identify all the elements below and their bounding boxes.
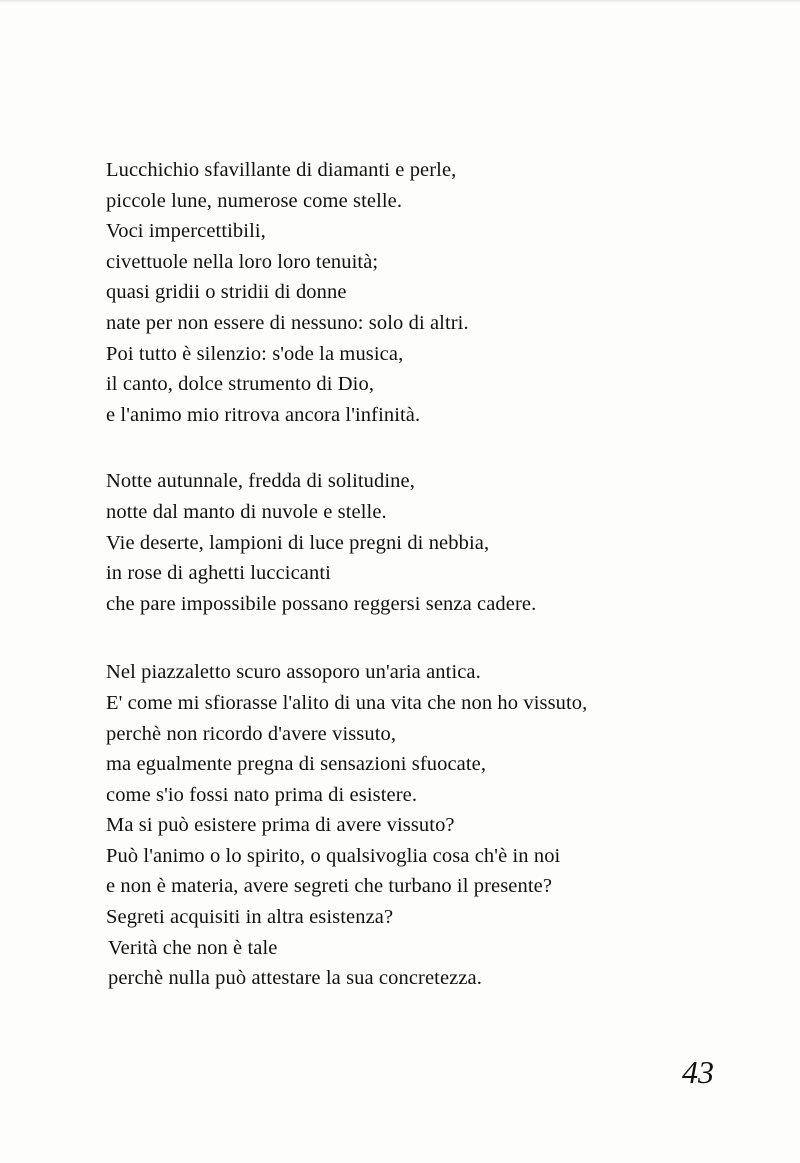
poem-line: civettuole nella loro loro tenuità;	[106, 250, 379, 273]
poem-line: che pare impossibile possano reggersi senza cadere.	[106, 592, 537, 615]
poem-line: in rose di aghetti luccicanti	[106, 562, 331, 585]
poem-line: Notte autunnale, fredda di solitudine,	[106, 470, 415, 493]
poem-line: Voci impercettibili,	[106, 220, 266, 243]
stanza-1	[106, 155, 766, 430]
poem-line: ma egualmente pregna di sensazioni sfuocate,	[106, 753, 487, 776]
poem-line: e non è materia, avere segreti che turbano il presente?	[106, 875, 553, 898]
poem-line: e l'animo mio ritrova ancora l'infinità.	[106, 403, 421, 426]
poem-line: notte dal manto di nuvole e stelle.	[106, 500, 387, 523]
poem-line: perchè nulla può attestare la sua concretezza.	[108, 967, 482, 990]
poem-line: perchè non ricordo d'avere vissuto,	[106, 722, 397, 745]
poem-line: Segreti acquisiti in altra esistenza?	[106, 906, 394, 929]
poem-line: il canto, dolce strumento di Dio,	[106, 373, 375, 396]
poem-body	[106, 155, 766, 994]
page-top-edge	[0, 0, 800, 3]
poem-line: Può l'animo o lo spirito, o qualsivoglia cosa ch'è in noi	[106, 844, 561, 867]
poem-line: Ma si può esistere prima di avere vissuto?	[106, 814, 455, 837]
poem-line: nate per non essere di nessuno: solo di altri.	[106, 311, 469, 334]
poem-line: come s'io fossi nato prima di esistere.	[106, 783, 418, 806]
poem-line: piccole lune, numerose come stelle.	[106, 189, 403, 212]
poem-line: Nel piazzaletto scuro assoporo un'aria antica.	[106, 661, 481, 684]
poem-line: Poi tutto è silenzio: s'ode la musica,	[106, 342, 404, 365]
poem-line: Vie deserte, lampioni di luce pregni di nebbia,	[106, 531, 490, 554]
poem-line: Verità che non è tale	[108, 936, 278, 959]
page-number: 43	[682, 1054, 714, 1090]
poem-line: quasi gridii o stridii di donne	[106, 281, 347, 304]
stanza-2	[106, 466, 766, 619]
stanza-3	[106, 657, 766, 994]
poem-line: E' come mi sfiorasse l'alito di una vita che non ho vissuto,	[106, 691, 588, 714]
poem-line: Lucchichio sfavillante di diamanti e perle,	[106, 159, 457, 181]
